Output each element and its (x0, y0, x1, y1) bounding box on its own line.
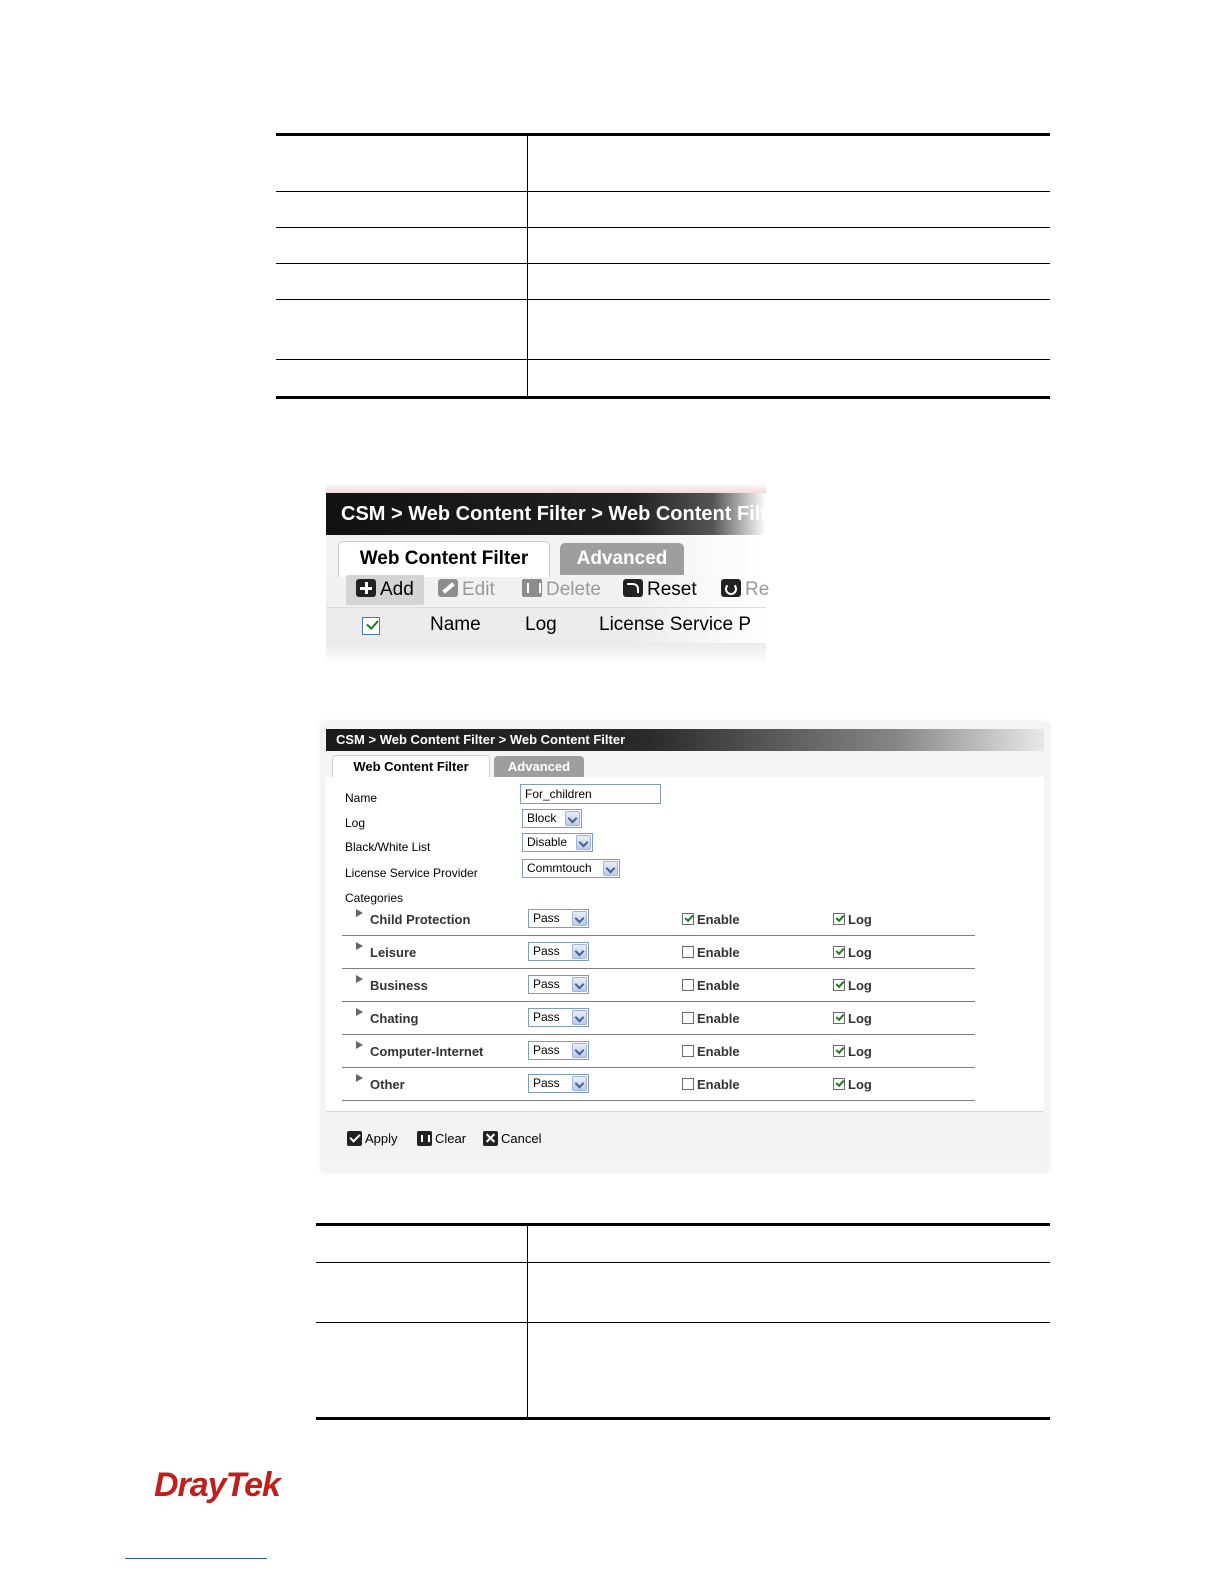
log-label: Log (848, 1011, 872, 1026)
enable-toggle[interactable] (682, 978, 740, 993)
delete-button[interactable] (522, 575, 601, 605)
category-action-select[interactable] (528, 1041, 589, 1060)
license-provider-select[interactable] (522, 859, 620, 878)
enable-checkbox[interactable] (682, 979, 694, 991)
enable-checkbox[interactable] (682, 946, 694, 958)
category-name: Chating (370, 1011, 419, 1026)
tab-bar (326, 753, 1044, 777)
clear-label: Clear (435, 1131, 467, 1146)
edit-icon (438, 579, 458, 597)
chevron-down-icon (572, 1076, 587, 1091)
form-panel (326, 777, 1044, 1111)
chevron-down-icon (572, 944, 587, 959)
edit-button[interactable] (438, 575, 495, 605)
apply-icon (347, 1131, 362, 1146)
reset-label: Reset (647, 579, 697, 600)
enable-label: Enable (697, 1077, 740, 1092)
log-checkbox[interactable] (833, 1078, 845, 1090)
category-action-value: Pass (533, 1043, 560, 1057)
category-action-value: Pass (533, 911, 560, 925)
column-log[interactable]: Log (525, 614, 557, 635)
expand-arrow-icon[interactable] (356, 1074, 363, 1082)
category-action-value: Pass (533, 1076, 560, 1090)
log-label: Log (848, 978, 872, 993)
category-name: Other (370, 1077, 405, 1092)
tab-advanced[interactable]: Advanced (494, 756, 584, 777)
enable-label: Enable (697, 912, 740, 927)
cancel-icon (483, 1131, 498, 1146)
log-label: Log (848, 1044, 872, 1059)
tab-bar (326, 535, 766, 577)
add-icon (356, 579, 376, 597)
enable-label: Enable (697, 978, 740, 993)
enable-toggle[interactable] (682, 1011, 740, 1026)
breadcrumb: CSM > Web Content Filter > Web Content Filter (326, 493, 766, 535)
log-toggle[interactable] (833, 978, 872, 993)
black-white-list-label: Black/White List (345, 840, 431, 854)
log-checkbox[interactable] (833, 946, 845, 958)
log-label: Log (345, 816, 366, 830)
expand-arrow-icon[interactable] (356, 1041, 363, 1049)
category-name: Leisure (370, 945, 417, 960)
enable-toggle[interactable] (682, 1044, 740, 1059)
breadcrumb: CSM > Web Content Filter > Web Content Filter (326, 729, 1044, 751)
log-toggle[interactable] (833, 1044, 872, 1059)
black-white-list-select[interactable] (522, 833, 593, 852)
edit-label: Edit (462, 579, 495, 600)
expand-arrow-icon[interactable] (356, 1008, 363, 1016)
chevron-down-icon (572, 977, 587, 992)
form-footer (326, 1111, 1044, 1167)
category-name: Child Protection (370, 912, 471, 927)
category-action-select[interactable] (528, 1008, 589, 1027)
draytek-logo: DrayTek (154, 1466, 280, 1504)
toolbar (326, 577, 770, 607)
log-label: Log (848, 1077, 872, 1092)
apply-button[interactable] (347, 1131, 398, 1147)
license-provider-value: Commtouch (527, 861, 592, 875)
chevron-down-icon (572, 1010, 587, 1025)
enable-checkbox[interactable] (682, 1045, 694, 1057)
add-label: Add (380, 579, 414, 600)
expand-arrow-icon[interactable] (356, 909, 363, 917)
profile-form-screenshot (322, 723, 1048, 1171)
log-toggle[interactable] (833, 912, 872, 927)
tab-advanced[interactable]: Advanced (560, 543, 684, 575)
black-white-list-value: Disable (527, 835, 568, 849)
table-header (326, 607, 766, 643)
footer-divider (125, 1558, 267, 1559)
enable-label: Enable (697, 1011, 740, 1026)
log-label: Log (848, 945, 872, 960)
log-toggle[interactable] (833, 945, 872, 960)
tab-web-content-filter[interactable]: Web Content Filter (338, 541, 550, 577)
reset-button[interactable] (623, 575, 697, 605)
log-checkbox[interactable] (833, 913, 845, 925)
category-row (342, 903, 975, 936)
delete-icon (522, 579, 542, 597)
category-action-select[interactable] (528, 942, 589, 961)
chevron-down-icon (572, 911, 587, 926)
column-name[interactable]: Name (430, 614, 481, 635)
category-action-value: Pass (533, 1010, 560, 1024)
category-row (342, 1068, 975, 1101)
expand-arrow-icon[interactable] (356, 942, 363, 950)
log-checkbox[interactable] (833, 979, 845, 991)
category-action-select[interactable] (528, 909, 589, 928)
enable-toggle[interactable] (682, 1077, 740, 1092)
refresh-button[interactable] (721, 575, 769, 605)
chevron-down-icon (565, 811, 580, 826)
category-name: Business (370, 978, 428, 993)
name-input[interactable]: For_children (520, 784, 661, 804)
name-label: Name (345, 791, 378, 805)
chevron-down-icon (576, 835, 591, 850)
clear-icon (417, 1131, 432, 1146)
tab-web-content-filter[interactable]: Web Content Filter (332, 755, 490, 779)
description-table-top (276, 133, 1050, 399)
cancel-label: Cancel (501, 1131, 542, 1146)
categories-label: Categories (345, 891, 404, 905)
toolbar-screenshot (326, 483, 786, 663)
category-action-value: Pass (533, 977, 560, 991)
category-row (342, 1002, 975, 1035)
category-action-select[interactable] (528, 975, 589, 994)
refresh-icon (721, 579, 741, 597)
log-toggle[interactable] (833, 1077, 872, 1092)
enable-label: Enable (697, 945, 740, 960)
log-checkbox[interactable] (833, 1012, 845, 1024)
enable-checkbox[interactable] (682, 1012, 694, 1024)
enable-checkbox[interactable] (682, 913, 694, 925)
chevron-down-icon (572, 1043, 587, 1058)
category-row (342, 1035, 975, 1068)
cancel-button[interactable] (483, 1131, 541, 1147)
chevron-down-icon (603, 861, 618, 876)
log-toggle[interactable] (833, 1011, 872, 1026)
add-button[interactable] (346, 575, 424, 605)
category-action-value: Pass (533, 944, 560, 958)
enable-checkbox[interactable] (682, 1078, 694, 1090)
license-provider-label: License Service Provider (345, 866, 478, 880)
delete-label: Delete (546, 579, 601, 600)
refresh-label: Re (745, 579, 770, 600)
fade-edge (326, 643, 766, 663)
category-name: Computer-Internet (370, 1044, 484, 1059)
glow-edge (326, 483, 766, 493)
select-all-checkbox[interactable] (362, 617, 380, 635)
log-select-value: Block (527, 811, 557, 825)
description-table-bottom (316, 1223, 1050, 1420)
enable-label: Enable (697, 1044, 740, 1059)
log-label: Log (848, 912, 872, 927)
category-row (342, 936, 975, 969)
enable-toggle[interactable] (682, 912, 740, 927)
reset-icon (623, 579, 643, 597)
enable-toggle[interactable] (682, 945, 740, 960)
apply-label: Apply (365, 1131, 398, 1146)
column-license-service-provider[interactable]: License Service P (599, 614, 752, 635)
clear-button[interactable] (417, 1131, 466, 1147)
expand-arrow-icon[interactable] (356, 975, 363, 983)
log-select[interactable] (522, 809, 582, 828)
category-row (342, 969, 975, 1002)
log-checkbox[interactable] (833, 1045, 845, 1057)
category-action-select[interactable] (528, 1074, 589, 1093)
